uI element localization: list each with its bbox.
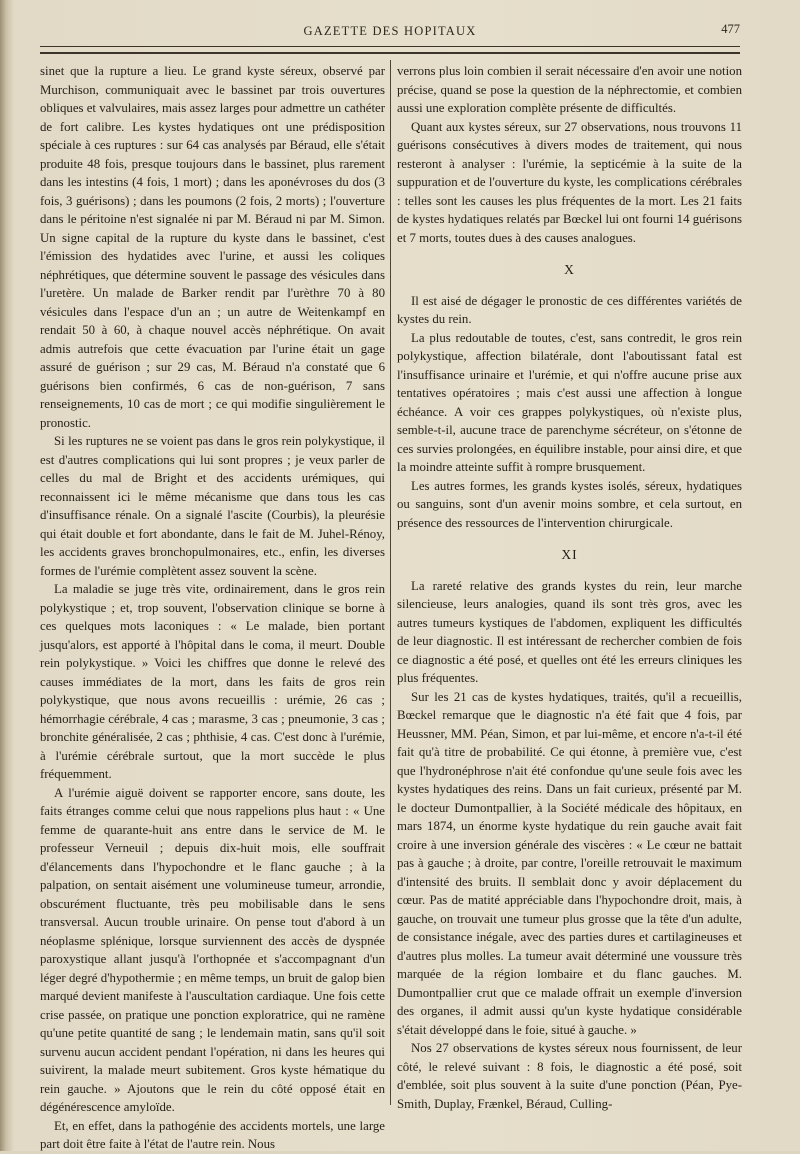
page-header — [40, 20, 740, 44]
paragraph: Quant aux kystes séreux, sur 27 observations, nous trouvons 11 guérisons consécutives à divers modes de traitement, qui nous resteront à analyser : l'urémie, la septicémie à la suite de la suppuration et de l'ouverture du kyste, les complications cérébrales : telles sont les causes les plus fréquentes de la mort. Les 21 faits de kystes hydatiques relatés par Bœckel lui ont fourni 14 guérisons et 7 morts, toutes dues à des causes analogues. — [397, 119, 742, 245]
section-heading-x: X — [564, 262, 575, 277]
paragraph: Et, en effet, dans la pathogénie des accidents mortels, une large part doit être faite à l'état de l'autre rein. Nous — [40, 1118, 385, 1151]
paragraph: sinet que la rupture a lieu. Le grand kyste séreux, observé par Murchison, communiquait avec le bassinet par trois ouvertures obliques et valvulaires, mais assez larges pour admettre un cathéter de fort calibre. Les kystes hydatiques ont une prédisposition spéciale à ces ruptures : sur 64 cas analysés par Béraud, elle s'était produite 48 fois, presque toujours dans le bassinet, plus rarement dans les intestins (4 fois, 1 mort) ; dans les aponévroses du dos (3 fois, 3 guérisons) ; dans les poumons (2 fois, 2 morts) ; l'ouverture dans le péritoine n'est signalée ni par M. Béraud ni par M. Simon. Un signe capital de la rupture du kyste dans le bassinet, c'est l'émission des hydatides avec l'urine, et aussi les coliques néphrétiques, que détermine souvent le passage des vésicules dans l'uretère. Un malade de Barker rendit par l'urèthre 70 à 80 vésicules dans l'espace d'un an ; un autre de Weitenkampf en rendait 50 à 60, à chaque nouvel accès néphrétique. On avait admis autrefois que cette évacuation par l'urine était un gage assuré de guérison ; sur 29 cas, M. Béraud n'a constaté que 6 guérisons bien confirmés, 6 cas de non-guérison, 7 sans renseignements, 10 cas de mort ; ce qui modifie singulièrement le pronostic. — [40, 64, 385, 430]
right-column — [397, 62, 742, 1122]
section-heading-xi: XI — [561, 547, 578, 562]
paragraph: La rareté relative des grands kystes du rein, leur marche silencieuse, leurs analogies, quand ils sont très gros, avec les autres tumeurs kystiques de l'abdomen, expliquent les difficultés de leur diagnostic. Il est intéressant de rechercher combien de fois ce diagnostic a été posé, et quelles ont été les erreurs cliniques les plus fréquentes. — [397, 578, 742, 685]
paragraph: La maladie se juge très vite, ordinairement, dans le gros rein polykystique ; et, trop souvent, l'observation clinique se borne à ces quelques mots laconiques : « Le malade, bien portant jusqu'alors, est apporté à l'hôpital dans le coma, il meurt. Double rein polykystique. » Voici les chiffres que donne le relevé des causes immédiates de la mort, dans les faits de gros rein polykystique, que nous avons recueillis : urémie, 26 cas ; hémorrhagie cérébrale, 4 cas ; marasme, 3 cas ; pneumonie, 3 cas ; bronchite généralisée, 2 cas ; phthisie, 4 cas. C'est donc à l'urémie, à l'urémie cérébrale surtout, que la mort succède le plus fréquemment. — [40, 582, 385, 781]
header-double-rule — [40, 46, 740, 54]
paragraph: Si les ruptures ne se voient pas dans le gros rein polykystique, il est d'autres complications qui lui sont propres ; je veux parler de celles du mal de Bright et des accidents urémiques, qui reconnaissent ici le même mécanisme que dans tous les cas d'insuffisance rénale. On a signalé l'ascite (Courbis), la pleurésie qui était double et fort abondante, dans le fait de M. Juhel-Rénoy, les accidents graves bronchopulmonaires, etc., enfin, les diverses formes de l'urémie complètent assez souvent la scène. — [40, 434, 385, 578]
column-divider — [390, 60, 391, 1105]
paragraph: Les autres formes, les grands kystes isolés, séreux, hydatiques ou sanguins, sont d'un avenir moins sombre, et cela surtout, en présence des ressources de l'intervention chirurgicale. — [397, 478, 742, 530]
paragraph: Nos 27 observations de kystes séreux nous fournissent, de leur côté, le relevé suivant : 8 fois, le diagnostic a été posé, soit d'emblée, soit plus souvent à la suite d'une ponction (Péan, Pye-Smith, Duplay, Frænkel, Béraud, Culling- — [397, 1041, 742, 1111]
paragraph: Il est aisé de dégager le pronostic de ces différentes variétés de kystes du rein. — [397, 293, 742, 326]
paragraph: verrons plus loin combien il serait nécessaire d'en avoir une notion précise, quand se pose la question de la néphrectomie, et combien aussi une exploration complète présente de difficultés. — [397, 64, 742, 115]
paragraph: Sur les 21 cas de kystes hydatiques, traités, qu'il a recueillis, Bœckel remarque que le diagnostic n'a été fait que 4 fois, par Heussner, MM. Péan, Simon, et par lui-même, et encore n'a-t-il été fait qu'à titre de probabilité. Ce qui étonne, à première vue, c'est que l'hydronéphrose n'ait été confondue qu'une seule fois avec les kystes hydatiques des reins. Dans un fait curieux, présenté par M. le docteur Dumontpallier, à la Société médicale des hôpitaux, en mars 1874, un énorme kyste hydatique du rein gauche avait fait croire à une inversion générale des viscères : « Le cœur ne battait pas à gauche ; à droite, par contre, l'oreille retrouvait le maximum d'intensité des bruits. Il semblait donc y avoir déplacement du cœur. Pas de matité appréciable dans l'hypochondre droit, mais, à gauche, on trouvait une tumeur plus grosse que la tête d'un adulte, de consistance inégale, avec des parties dures et cartilagineuses et d'autres plus molles. La tumeur avait déterminé une voussure très marquée de la région lombaire et du flanc gauches. M. Dumontpallier crut que ce malade offrait un exemple d'inversion des organes, il admit aussi qu'un kyste hydatique considérable s'était développé dans le foie, situé à gauche. » — [397, 689, 742, 1037]
left-column — [40, 62, 385, 1151]
running-title: GAZETTE DES HOPITAUX — [303, 24, 477, 38]
page-number: 477 — [721, 22, 740, 36]
paragraph: La plus redoutable de toutes, c'est, sans contredit, le gros rein polykystique, affection bilatérale, dont l'aboutissant fatal est l'insuffisance urinaire et l'urémie, et qui n'offre aucune prise aux tentatives opératoires ; mais c'est aussi une affection à longue échéance. A voir ces grappes polykystiques, où n'existe plus, semble-t-il, aucune trace de parenchyme sécréteur, on s'étonne de ces survies prolongées, en équilibre instable, pour ainsi dire, et que la moindre atteinte suffit à rompre brusquement. — [397, 330, 742, 474]
paragraph: A l'urémie aiguë doivent se rapporter encore, sans doute, les faits étranges comme celui que nous rappelions plus haut : « Une femme de quarante-huit ans entre dans le service de M. le professeur Verneuil ; depuis dix-huit mois, elle souffrait d'élancements dans l'hypochondre et le flanc gauche ; à la palpation, on sentait aisément une volumineuse tumeur, arrondie, obscurément fluctuante, très peu mobilisable dans le sens transversal. Aucun trouble urinaire. On pense tout d'abord à un néoplasme splénique, lorsque surviennent des accès de dyspnée paroxystique allant jusqu'à l'orthopnée et s'accompagnant d'un léger degré d'hypothermie ; en même temps, un bruit de galop bien marqué devient manifeste à l'auscultation cardiaque. Une fois cette crise passée, on pratique une ponction exploratrice, qui ne ramène qu'une petite quantité de sang ; le lendemain matin, sans qu'il soit survenu aucun accident pendant l'opération, ni dans les heures qui suivirent, la malade meurt subitement. Gros kyste hématique du rein gauche. » Ajoutons que le rein du côté opposé était en dégénérescence amyloïde. — [40, 785, 385, 1114]
